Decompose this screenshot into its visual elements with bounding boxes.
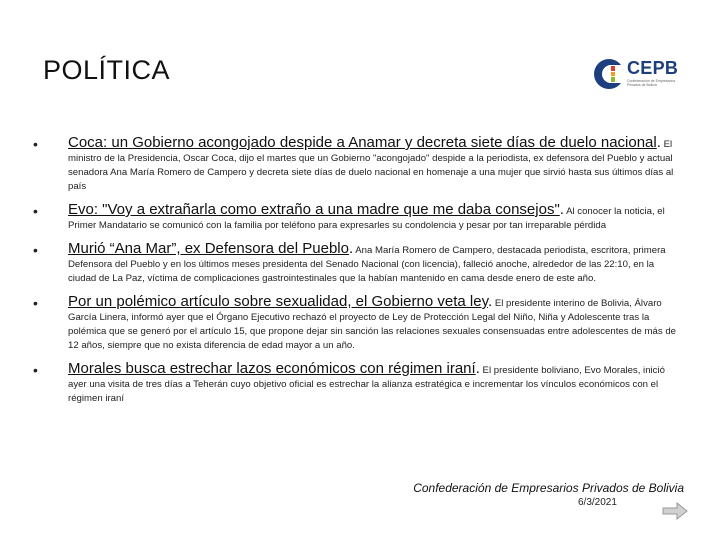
- logo-text: CEPB: [627, 58, 679, 78]
- cepb-logo-mark-icon: [592, 57, 626, 91]
- headline-separator: .: [487, 293, 493, 310]
- list-item: [30, 242, 680, 286]
- headline-separator: .: [656, 134, 661, 151]
- list-item: [30, 362, 680, 406]
- list-item: [30, 295, 680, 353]
- cepb-logo: [592, 55, 678, 95]
- footer-date: 6/3/2021: [578, 497, 617, 508]
- next-arrow-icon[interactable]: [662, 502, 688, 520]
- bullet-icon: •: [33, 242, 38, 258]
- bullet-icon: •: [33, 136, 38, 152]
- bullet-icon: •: [33, 295, 38, 311]
- headline-separator: .: [559, 201, 564, 218]
- news-headline-link[interactable]: Murió “Ana Mar”, ex Defensora del Pueblo: [68, 240, 349, 257]
- footer-organization: Confederación de Empresarios Privados de Bolivia: [413, 481, 684, 495]
- list-item: [30, 136, 680, 194]
- news-body: Al conocer la noticia, el Primer Mandatario se comunicó con la familia por teléfono para expresarles su condolencia y pesar por tan irreparable pérdida: [68, 206, 665, 231]
- news-body: El presidente boliviano, Evo Morales, inició ayer una visita de tres días a Teherán cuyo objetivo oficial es estrechar la alianza estratégica e incrementar los vínculos económicos con el régimen iraní: [68, 365, 665, 404]
- news-headline-link[interactable]: Evo: "Voy a extrañarla como extraño a una madre que me daba consejos": [68, 201, 560, 218]
- news-headline-link[interactable]: Morales busca estrechar lazos económicos con régimen iraní: [68, 360, 476, 377]
- bullet-icon: •: [33, 362, 38, 378]
- news-headline-link[interactable]: Por un polémico artículo sobre sexualidad, el Gobierno veta ley: [68, 293, 488, 310]
- list-item: [30, 203, 680, 233]
- news-body: El presidente interino de Bolivia, Álvaro García Linera, informó ayer que el Órgano Ejecutivo rechazó el proyecto de Ley de Protección Legal del Niño, Niña y Adolescente tras la polémica que se generó por el artículo 15, que propone dejar sin sanción las relaciones sexuales consensuadas entre adolescentes de más de 12 años, siempre que no exista diferencia de edad mayor a un año.: [68, 298, 676, 351]
- news-headline-link[interactable]: Coca: un Gobierno acongojado despide a Anamar y decreta siete días de duelo nacional: [68, 134, 657, 151]
- headline-separator: .: [475, 360, 480, 377]
- bullet-icon: •: [33, 203, 38, 219]
- news-list: [30, 136, 680, 415]
- news-body: Ana María Romero de Campero, destacada periodista, escritora, primera Defensora del Pueblo y en los últimos meses presidenta del Senado Nacional (con licencia), falleció anoche, alrededor de las 22:10, en la ciudad de La Paz, víctima de complicaciones gastrointestinales que la habían mantenido en cama desde enero de este año.: [68, 245, 666, 284]
- headline-separator: .: [348, 240, 354, 257]
- slide-title: POLÍTICA: [43, 55, 171, 85]
- logo-subtitle: Confederación de Empresarios Privados de Bolivia: [627, 79, 676, 87]
- news-body: El ministro de la Presidencia, Oscar Coca, dijo el martes que un Gobierno "acongojado" despide a la periodista, ex defensora del Pueblo y actual senadora Ana María Romero de Campero y decreta siete días de duelo nacional en homenaje a una mujer que sirvió hasta sus últimos días al país: [68, 139, 674, 192]
